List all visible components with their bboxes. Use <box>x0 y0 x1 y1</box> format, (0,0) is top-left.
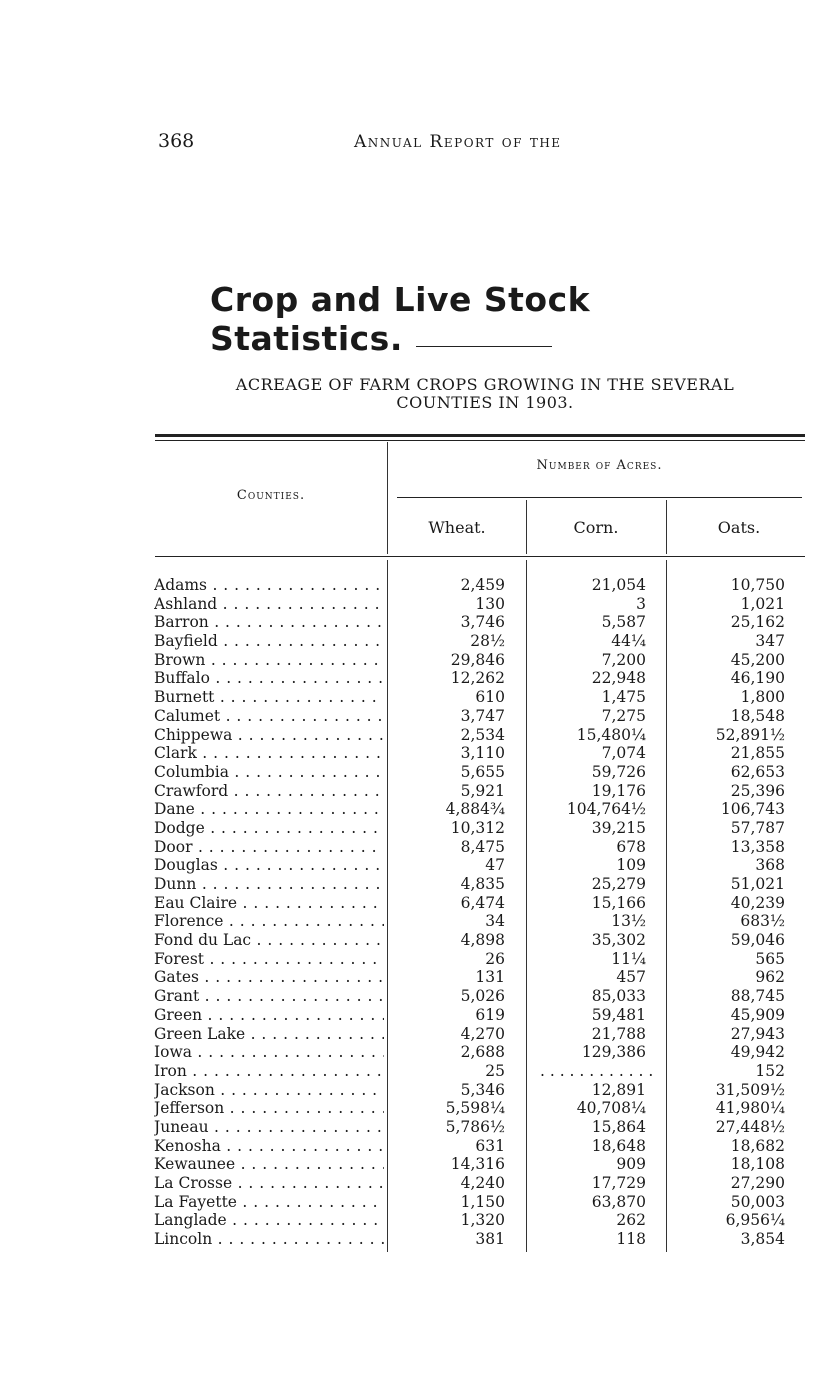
corn-acres: 21,788 <box>591 1024 646 1043</box>
oats-acres: 565 <box>755 949 785 968</box>
table-row <box>150 651 810 670</box>
table-row <box>150 726 810 745</box>
corn-acres: 21,054 <box>591 576 646 594</box>
county-name: Green . . . <box>154 1006 384 1025</box>
wheat-acres: 12,262 <box>450 669 505 688</box>
wheat-acres: 5,921 <box>460 781 505 800</box>
corn-acres: 118 <box>616 1230 646 1249</box>
wheat-acres: 34 <box>485 912 505 931</box>
running-head <box>158 130 798 154</box>
wheat-acres: 5,786½ <box>445 1117 505 1136</box>
oats-acres: 962 <box>755 968 785 987</box>
wheat-acres: 1,150 <box>460 1192 505 1211</box>
oats-acres: 51,021 <box>730 875 785 893</box>
wheat-acres: 1,320 <box>460 1211 505 1230</box>
table-row <box>150 744 810 763</box>
table-row <box>150 595 810 614</box>
wheat-acres: 3,110 <box>460 744 505 763</box>
header-bottom-rule <box>155 556 805 557</box>
table-row <box>150 838 810 857</box>
table-row <box>150 1081 810 1100</box>
corn-acres: 129,386 <box>581 1043 646 1062</box>
oats-acres: 368 <box>755 856 785 875</box>
table-row <box>150 875 810 894</box>
table-row <box>150 856 810 875</box>
wheat-acres: 4,270 <box>460 1024 505 1043</box>
county-name: Adams . . . <box>154 576 384 595</box>
county-name: Grant . . . <box>154 987 384 1006</box>
oats-acres: 683½ <box>740 912 785 931</box>
county-name: Fond du Lac . . . <box>154 931 384 950</box>
table-row <box>150 912 810 931</box>
county-name: Dane . . . <box>154 800 384 819</box>
county-name: Forest . . . <box>154 950 384 969</box>
corn-acres: 15,864 <box>591 1117 646 1136</box>
wheat-acres: 610 <box>475 688 505 707</box>
oats-acres: 25,162 <box>730 613 785 632</box>
oats-acres: 152 <box>755 1061 785 1080</box>
oats-acres: 59,046 <box>730 931 785 950</box>
corn-acres: 44¼ <box>611 632 646 651</box>
corn-acres: 40,708¼ <box>576 1099 646 1118</box>
county-name: Dunn . . . <box>154 875 384 894</box>
oats-acres: 57,787 <box>730 818 785 837</box>
wheat-acres: 4,835 <box>460 875 505 893</box>
county-name: Kenosha . . . <box>154 1137 384 1156</box>
oats-acres: 13,358 <box>730 837 785 856</box>
wheat-acres: 130 <box>475 594 505 613</box>
oats-acres: 62,653 <box>730 762 785 781</box>
corn-acres: 63,870 <box>591 1192 646 1211</box>
table-row <box>150 1211 810 1230</box>
corn-acres: 262 <box>616 1211 646 1230</box>
table-row <box>150 1137 810 1156</box>
oats-acres: 27,290 <box>730 1174 785 1192</box>
county-name: Chippewa . . . <box>154 726 384 745</box>
corn-acres: 13½ <box>611 912 646 931</box>
wheat-acres: 4,884¾ <box>445 800 505 819</box>
counties-header: Counties. <box>236 488 306 503</box>
oats-acres: 88,745 <box>730 987 785 1006</box>
county-name: Burnett . . . <box>154 688 384 707</box>
county-name: Jefferson . . . <box>154 1099 384 1118</box>
corn-header: Corn. <box>573 518 619 537</box>
county-name: Kewaunee . . . <box>154 1155 384 1174</box>
oats-header: Oats. <box>717 518 761 537</box>
corn-acres: 1,475 <box>601 688 646 707</box>
oats-acres: 45,200 <box>730 650 785 669</box>
county-name: Iowa . . . <box>154 1043 384 1062</box>
corn-acres: 85,033 <box>591 987 646 1006</box>
county-name: Langlade . . . <box>154 1211 384 1230</box>
corn-acres: 15,166 <box>591 893 646 912</box>
corn-acres: 59,726 <box>591 762 646 781</box>
column-divider-corn-oats <box>666 500 667 554</box>
county-name: Eau Claire . . . <box>154 894 384 913</box>
oats-acres: 6,956¼ <box>725 1211 785 1230</box>
county-name: Calumet . . . <box>154 707 384 726</box>
column-divider-counties <box>387 442 388 554</box>
wheat-acres: 381 <box>475 1230 505 1249</box>
county-name: Brown . . . <box>154 651 384 670</box>
table-row <box>150 688 810 707</box>
oats-acres: 41,980¼ <box>715 1099 785 1118</box>
table-row <box>150 1006 810 1025</box>
wheat-acres: 2,459 <box>460 576 505 594</box>
oats-acres: 25,396 <box>730 781 785 800</box>
oats-acres: 18,548 <box>730 706 785 725</box>
oats-acres: 50,003 <box>730 1192 785 1211</box>
table-row <box>150 576 810 595</box>
wheat-acres: 631 <box>475 1136 505 1155</box>
oats-acres: 106,743 <box>720 800 785 819</box>
county-name: Lincoln . . . <box>154 1230 384 1249</box>
corn-acres: 17,729 <box>591 1174 646 1192</box>
wheat-acres: 5,026 <box>460 987 505 1006</box>
wheat-acres: 4,898 <box>460 931 505 950</box>
table-row <box>150 1118 810 1137</box>
county-name: Bayfield . . . <box>154 632 384 651</box>
county-name: Juneau . . . <box>154 1118 384 1137</box>
county-name: Buffalo . . . <box>154 669 384 688</box>
table-row <box>150 950 810 969</box>
wheat-acres: 25 <box>485 1061 505 1080</box>
wheat-acres: 4,240 <box>460 1174 505 1192</box>
wheat-acres: 2,534 <box>460 725 505 744</box>
wheat-acres: 5,346 <box>460 1080 505 1099</box>
county-name: Door . . . <box>154 838 384 857</box>
county-name: Gates . . . <box>154 968 384 987</box>
oats-acres: 1,800 <box>740 688 785 707</box>
county-name: Ashland . . . <box>154 595 384 614</box>
table-row <box>150 669 810 688</box>
table-caption-line-1: ACREAGE OF FARM CROPS GROWING IN THE SEVERAL <box>235 375 735 394</box>
wheat-acres: 28½ <box>470 632 505 651</box>
corn-acres: 104,764½ <box>566 800 646 819</box>
table-row <box>150 1099 810 1118</box>
county-name: Columbia . . . <box>154 763 384 782</box>
corn-acres: . . . . . . . . . . . . <box>540 1061 654 1080</box>
wheat-acres: 3,746 <box>460 613 505 632</box>
wheat-acres: 6,474 <box>460 893 505 912</box>
corn-acres: 18,648 <box>591 1136 646 1155</box>
county-name: La Crosse . . . <box>154 1174 384 1193</box>
wheat-acres: 47 <box>485 856 505 875</box>
table-row <box>150 613 810 632</box>
wheat-header: Wheat. <box>428 518 486 537</box>
county-name: Clark . . . <box>154 744 384 763</box>
table-row <box>150 968 810 987</box>
table-caption <box>150 376 820 412</box>
corn-acres: 15,480¼ <box>576 725 646 744</box>
oats-acres: 52,891½ <box>715 725 785 744</box>
oats-acres: 18,108 <box>730 1155 785 1174</box>
page-number: 368 <box>158 130 195 152</box>
title-rule <box>416 346 552 347</box>
county-name: Green Lake . . . <box>154 1025 384 1044</box>
corn-acres: 59,481 <box>591 1005 646 1024</box>
number-of-acres-header: Number of Acres. <box>536 458 663 473</box>
county-name: La Fayette . . . <box>154 1193 384 1212</box>
corn-acres: 7,275 <box>601 706 646 725</box>
table-row <box>150 987 810 1006</box>
oats-acres: 21,855 <box>730 744 785 763</box>
table-row <box>150 782 810 801</box>
county-name: Florence . . . <box>154 912 384 931</box>
group-header-rule <box>397 497 802 498</box>
table-row <box>150 1025 810 1044</box>
table-row <box>150 1193 810 1212</box>
wheat-acres: 619 <box>475 1005 505 1024</box>
table-row <box>150 819 810 838</box>
county-name: Dodge . . . <box>154 819 384 838</box>
wheat-acres: 8,475 <box>460 837 505 856</box>
table-row <box>150 1230 810 1249</box>
table-row <box>150 1155 810 1174</box>
corn-acres: 457 <box>616 968 646 987</box>
table-row <box>150 1062 810 1081</box>
corn-acres: 11¼ <box>611 949 646 968</box>
wheat-acres: 10,312 <box>450 818 505 837</box>
table-row <box>150 894 810 913</box>
corn-acres: 35,302 <box>591 931 646 950</box>
oats-acres: 46,190 <box>730 669 785 688</box>
oats-acres: 49,942 <box>730 1043 785 1062</box>
wheat-acres: 5,655 <box>460 762 505 781</box>
corn-acres: 39,215 <box>591 818 646 837</box>
county-name: Barron . . . <box>154 613 384 632</box>
table-top-rule-thin <box>155 440 805 441</box>
corn-acres: 7,200 <box>601 650 646 669</box>
corn-acres: 12,891 <box>591 1080 646 1099</box>
corn-acres: 678 <box>616 837 646 856</box>
table-caption-line-2: COUNTIES IN 1903. <box>396 393 574 412</box>
oats-acres: 10,750 <box>730 576 785 594</box>
oats-acres: 40,239 <box>730 893 785 912</box>
corn-acres: 19,176 <box>591 781 646 800</box>
column-divider-wheat-corn <box>526 500 527 554</box>
table-row <box>150 931 810 950</box>
county-name: Douglas . . . <box>154 856 384 875</box>
oats-acres: 27,943 <box>730 1024 785 1043</box>
table-top-rule <box>155 434 805 437</box>
corn-acres: 109 <box>616 856 646 875</box>
table-row <box>150 707 810 726</box>
oats-acres: 45,909 <box>730 1005 785 1024</box>
wheat-acres: 26 <box>485 949 505 968</box>
wheat-acres: 14,316 <box>450 1155 505 1174</box>
wheat-acres: 131 <box>475 968 505 987</box>
table-row <box>150 1043 810 1062</box>
oats-acres: 31,509½ <box>715 1080 785 1099</box>
corn-acres: 22,948 <box>591 669 646 688</box>
wheat-acres: 29,846 <box>450 650 505 669</box>
corn-acres: 25,279 <box>591 875 646 893</box>
wheat-acres: 5,598¼ <box>445 1099 505 1118</box>
table-row <box>150 632 810 651</box>
table-row <box>150 763 810 782</box>
oats-acres: 27,448½ <box>715 1117 785 1136</box>
wheat-acres: 3,747 <box>460 706 505 725</box>
corn-acres: 5,587 <box>601 613 646 632</box>
page-title: Crop and Live Stock Statistics. <box>210 280 591 358</box>
table-body <box>150 576 810 1249</box>
corn-acres: 3 <box>636 594 646 613</box>
corn-acres: 7,074 <box>601 744 646 763</box>
corn-acres: 909 <box>616 1155 646 1174</box>
oats-acres: 347 <box>755 632 785 651</box>
running-title: Annual Report of the <box>354 132 562 152</box>
oats-acres: 1,021 <box>740 594 785 613</box>
oats-acres: 18,682 <box>730 1136 785 1155</box>
county-name: Iron . . . <box>154 1062 384 1081</box>
table-row <box>150 800 810 819</box>
table-row <box>150 1174 810 1193</box>
county-name: Crawford . . . <box>154 782 384 801</box>
county-name: Jackson . . . <box>154 1081 384 1100</box>
oats-acres: 3,854 <box>740 1230 785 1249</box>
wheat-acres: 2,688 <box>460 1043 505 1062</box>
